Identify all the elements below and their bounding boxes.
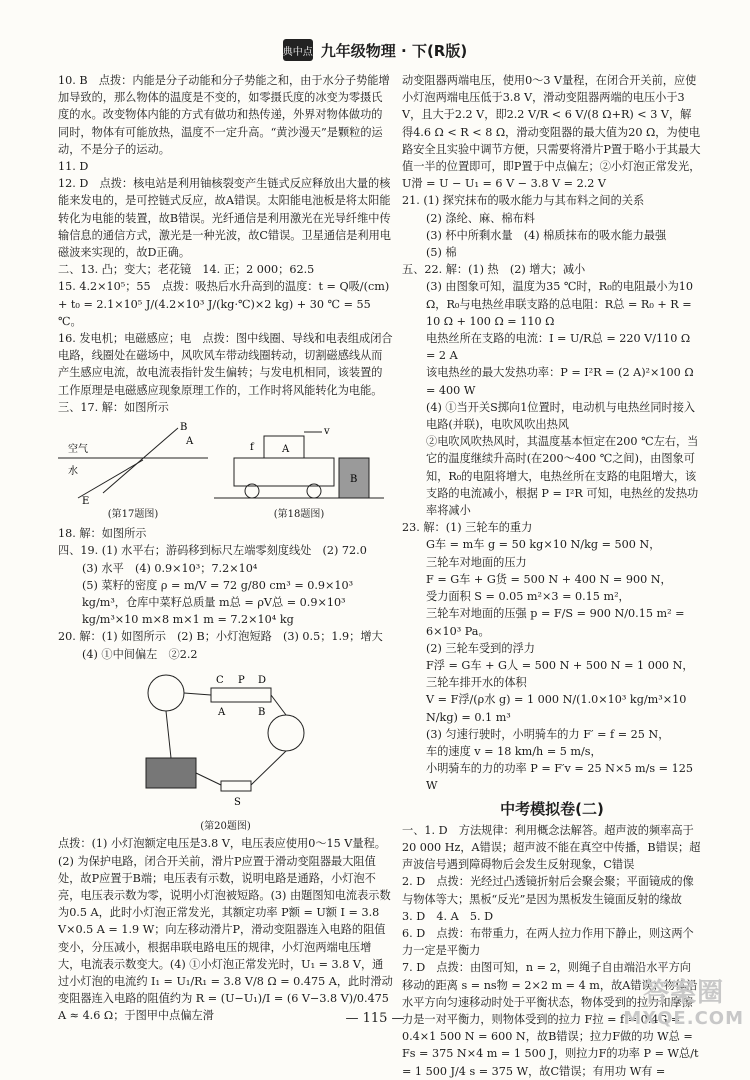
- mock-answer-1: 一、1. D 方法规律：利用概念法解答。超声波的频率高于20 000 Hz，A错误；超声波不能在真空中传播，B错误；超声波信号遇到障碍物后会发生反射现象，C错误: [402, 823, 701, 872]
- answer-23-volume: V = F浮/(ρ水 g) = 1 000 N/(1.0×10³ kg/m³×10 N/kg) = 0.1 m³: [426, 693, 687, 724]
- figure-20-diagram: [126, 663, 326, 813]
- slider-p-label: P: [237, 674, 245, 686]
- point-a-label: A: [186, 436, 194, 448]
- figure-17: [58, 418, 208, 523]
- watermark-url: MXQE.COM: [623, 1008, 744, 1029]
- answer-12: 12. D 点拨：核电站是利用铀核裂变产生链式反应释放出大量的核能来发电的，是可控链式反应，故A错误。太阳能电池板是将太阳能转化为电能的装置，故B错误。光纤通信是利用激光在光导纤维中传输信息的通信方式，激光是一种光波，故C错误。卫星通信是利用电磁波来实现的，故D正确。: [58, 177, 391, 260]
- page-title: 九年级物理 · 下(R版): [320, 41, 468, 60]
- terminal-d-label: D: [257, 674, 266, 686]
- answer-21-1: 21. (1) 探究抹布的吸水能力与其布料之间的关系: [402, 194, 645, 208]
- answer-19-1: 四、19. (1) 水平右；游码移到标尺左端零刻度线处 (2) 72.0: [58, 544, 367, 558]
- book-logo: 典中点: [283, 39, 313, 61]
- answer-23-buoyancy: F浮 = G车 + G人 = 500 N + 500 N = 1 000 N，: [426, 658, 694, 672]
- answer-20-explanation: 点拨：(1) 小灯泡额定电压是3.8 V，电压表应使用0～15 V量程。(2) 为保护电路，闭合开关前，滑片P应置于滑动变阻器最大阻值处，故P应置于B端；电压表有示数，说明电路是通路，小灯泡不亮，电压表示数为零，说明小灯泡被短路。(3) 由题图知电流表示数为0.5 A，此时小灯泡正常发光，其额定功率 P额 = U额 I = 3.8 V×0.5 A = 1.9 W；向左移动滑片P，滑动变阻器连入电路的阻值变小，分压减小，根据串联电路电压的规律，小灯泡两端电压增大，电流表示数变大。(4) ①小灯泡正常发光时，U₁ = 3.8 V，通过小灯泡的电流约 I₁ = U₁/R₁ = 3.8 V/8 Ω = 0.475 A，此时滑动变阻器连入电路的阻值约为 R = (U−U₁)/I = (6 V−3.8 V)/0.475 A ≈ 4.6 Ω；于图甲中点偏左滑: [58, 837, 393, 1023]
- velocity-label: v: [324, 426, 330, 438]
- watermark: [623, 980, 744, 1032]
- answer-16: 16. 发电机；电磁感应；电 点拨：图中线圈、导线和电表组成闭合电路，线圈处在磁场中，风吹风车带动线圈转动，切割磁感线从而产生感应电流，故电流表指针发生偏转；与发电机相同，该装置的工作原理是电磁感应现象原理工作的，工作时将风能转化为电能。: [58, 332, 393, 397]
- answer-23-1: 23. 解：(1) 三轮车的重力: [402, 521, 533, 535]
- answer-23-volume-label: 三轮车排开水的体积: [426, 676, 527, 690]
- answer-22-3: (3) 由图象可知，温度为35 ℃时，R₀的电阻最小为10 Ω，R₀与电热丝串联支路的总电阻：R总 = R₀ + R = 10 Ω + 100 Ω = 110 Ω: [426, 280, 694, 328]
- figure-18-caption: (第18题图): [273, 509, 325, 521]
- answer-20-4: (4) ①中间偏左 ②2.2: [82, 647, 198, 661]
- answer-23-gravity: G车 = m车 g = 50 kg×10 N/kg = 500 N，: [426, 538, 661, 552]
- terminal-c-label: C: [215, 674, 224, 686]
- answer-23-speed: 车的速度 v = 18 km/h = 5 m/s，: [426, 744, 602, 758]
- figure-20-caption: (第20题图): [200, 821, 251, 833]
- friction-label: f: [250, 442, 254, 454]
- answer-13-14: 二、13. 凸；变大；老花镜 14. 正；2 000；62.5: [58, 263, 315, 277]
- answer-10: 10. B 点拨：内能是分子动能和分子势能之和，由于水分子势能增加导致的，那么物体的温度是不变的，如零摄氏度的冰变为零摄氏度的水。改变物体内能的方式有做功和热传递，外界对物体做功的同时，物体有可能放热，温度不一定升高。“黄沙漫天”是颗粒的运动，不是分子的运动。: [58, 74, 390, 156]
- left-column: [58, 72, 393, 1025]
- answer-17: 三、17. 解：如图所示: [58, 400, 169, 414]
- answer-20-continued: 动变阻器两端电压，使用0～3 V量程，在闭合开关前，应使小灯泡两端电压低于3.8 V，滑动变阻器两端的电压小于3 V，且大于2.2 V，即2.2 V/R < 6 V/(8 Ω+R) < 3 V，解得4.6 Ω < R < 8 Ω，滑动变阻器的最大值为20 Ω，为使电路安全且实验中调节方便，只需要将滑片P置于略小于其最大值一半的位置即可，即P置于中点偏左；②小灯泡正常发光，U滑 = U − U₁ = 6 V − 3.8 V = 2.2 V: [402, 74, 701, 191]
- terminal-a-label: A: [217, 706, 225, 718]
- point-b-label: B: [180, 422, 188, 434]
- figures-17-18: [58, 418, 393, 523]
- mock-answer-6: 6. D 点拨：布带重力，在两人拉力作用下静止，则这两个力一定是平衡力: [402, 926, 694, 958]
- answer-19-3: (3) 水平 (4) 0.9×10³；7.2×10⁴: [82, 561, 258, 575]
- figure-18-diagram: [214, 418, 384, 506]
- figure-17-diagram: [58, 418, 208, 506]
- mock-answer-3-5: 3. D 4. A 5. D: [402, 909, 494, 923]
- answer-23-power: 小明骑车的力的功率 P = F′v = 25 N×5 m/s = 125 W: [426, 762, 693, 793]
- answer-22-4b: ②电吹风吹热风时，其温度基本恒定在200 ℃左右，当它的温度继续升高时(在200～400 ℃之间)，由图象可知，R₀的电阻将增大，电热丝所在支路的电阻增大，该支路的电流减小，根据 P = I²R 可知，电热丝的发热功率将减小: [426, 435, 699, 518]
- block-b-label: B: [350, 474, 358, 486]
- water-label: 水: [68, 466, 78, 478]
- answer-18: 18. 解：如图所示: [58, 527, 147, 541]
- block-a-label: A: [282, 444, 290, 456]
- page-header: [60, 36, 690, 64]
- answer-21-5: (5) 棉: [426, 246, 457, 260]
- answer-19-5: (5) 菜籽的密度 ρ = m/V = 72 g/80 cm³ = 0.9×10³ kg/m³，仓库中菜籽总质量 m总 = ρV总 = 0.9×10³ kg/m³×10 m×8 m×1 m = 7.2×10⁴ kg: [82, 578, 354, 627]
- answer-21-3: (3) 杯中所剩水量 (4) 棉质抹布的吸水能力最强: [426, 228, 667, 242]
- switch-s-label: S: [233, 796, 241, 808]
- answer-23-3: (3) 匀速行驶时，小明骑车的力 F′ = f = 25 N，: [426, 727, 670, 741]
- answer-22-power: 该电热丝的最大发热功率：P = I²R = (2 A)²×100 Ω = 400 W: [426, 366, 694, 397]
- answer-15: 15. 4.2×10⁵；55 点拨：吸热后水升高到的温度：t = Q吸/(cm) + t₀ = 2.1×10⁵ J/(4.2×10³ J/(kg·℃)×2 kg) + 30 ℃ = 55 ℃。: [58, 280, 390, 328]
- figure-18: [214, 418, 384, 523]
- right-column: [402, 72, 702, 1080]
- figure-20: [58, 663, 393, 835]
- point-e-label: E: [82, 496, 90, 507]
- answer-22-4a: (4) ①当开关S掷向1位置时，电动机与电热丝同时接入电路(并联)，电吹风吹出热风: [426, 400, 696, 432]
- air-label: 空气: [68, 444, 88, 456]
- answer-20: 20. 解：(1) 如图所示 (2) B；小灯泡短路 (3) 0.5；1.9；增大: [58, 630, 383, 644]
- page-number: — 115 —: [345, 1011, 405, 1026]
- answer-23-pressure-label: 三轮车对地面的压力: [426, 555, 527, 569]
- answer-23-force: F = G车 + G货 = 500 N + 400 N = 900 N，: [426, 572, 672, 586]
- answer-23-pressure: 三轮车对地面的压强 p = F/S = 900 N/0.15 m² = 6×10³ Pa。: [426, 607, 685, 638]
- answer-22-1: 五、22. 解：(1) 热 (2) 增大；减小: [402, 263, 586, 277]
- figure-17-caption: (第17题图): [107, 509, 159, 521]
- answer-22-current: 电热丝所在支路的电流：I = U/R总 = 220 V/110 Ω = 2 A: [426, 332, 691, 363]
- answer-23-2: (2) 三轮车受到的浮力: [426, 641, 535, 655]
- mock-answer-7: 7. D 点拨：由图可知，n = 2，则绳子自由端沿水平方向移动的距离 s = ns物 = 2×2 m = 4 m，故A错误；物体沿水平方向匀速移动时处于平衡状态，物体受到的拉力和摩擦力是一对平衡力，则物体受到的拉力 F拉 = f = 0.4G = 0.4×1 500 N = 600 N，故B错误；拉力F做的功 W总 = Fs = 375 N×4 m = 1 500 J，则拉力F的功率 P = W总/t = 1 500 J/4 s = 375 W，故C错误；有用功 W有 =: [402, 961, 699, 1078]
- section-title: 中考模拟卷(二): [500, 799, 604, 818]
- answer-21-2: (2) 涤纶、麻、棉布料: [426, 211, 535, 225]
- answer-23-area: 受力面积 S = 0.05 m²×3 = 0.15 m²，: [426, 590, 630, 604]
- answer-11: 11. D: [58, 160, 89, 174]
- mock-answer-2: 2. D 点拨：光经过凸透镜折射后会聚会聚；平面镜成的像与物体等大；黑板“反光”是因为黑板发生镜面反射的缘故: [402, 875, 694, 906]
- watermark-title: 答案圈: [643, 978, 725, 1008]
- terminal-b-label: B: [257, 706, 265, 718]
